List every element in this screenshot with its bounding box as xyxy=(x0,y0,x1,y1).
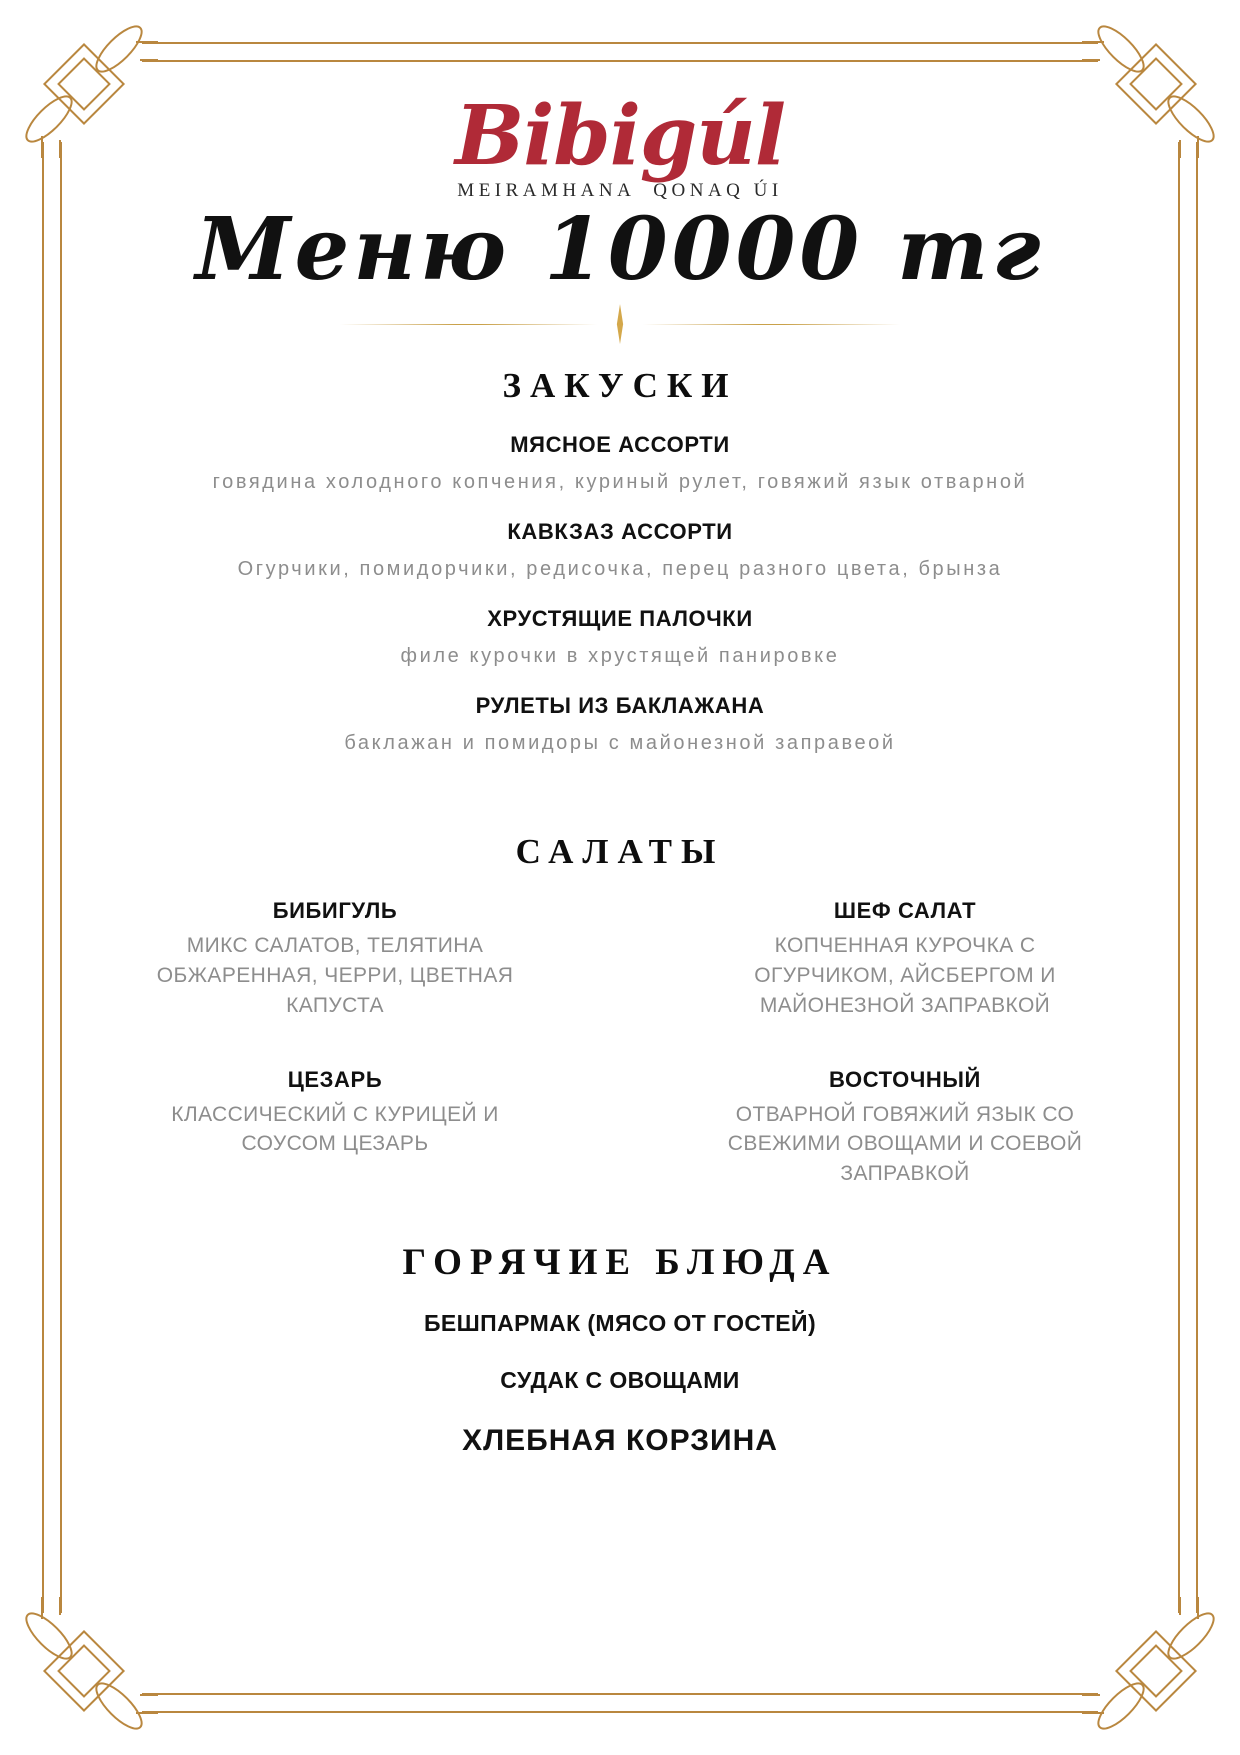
salads-grid xyxy=(90,898,1150,1189)
logo-subtitle-right: QONAQ ÚI xyxy=(653,180,783,202)
menu-item xyxy=(90,519,1150,584)
menu-item-description: говядина холодного копчения, куриный рулет, говяжий язык отварной xyxy=(212,471,1028,494)
spacer xyxy=(90,780,1150,832)
menu-item-description: баклажан и помидоры с майонезной заправеой xyxy=(344,732,896,755)
menu-item xyxy=(90,1067,580,1189)
menu-item-name: ВОСТОЧНЫЙ xyxy=(829,1066,981,1092)
logo-wordmark: Bibigúl xyxy=(454,88,786,184)
menu-item-name: ХЛЕБНАЯ КОРЗИНА xyxy=(462,1423,778,1457)
menu-item xyxy=(90,432,1150,497)
menu-item-name: ЦЕЗАРЬ xyxy=(287,1066,383,1092)
menu-item-name: БИБИГУЛЬ xyxy=(272,898,398,924)
corner-mask-bottom-left xyxy=(20,1613,142,1735)
menu-item-name: БЕШПАРМАК (МЯСО ОТ ГОСТЕЙ) xyxy=(424,1309,816,1336)
menu-item xyxy=(660,1067,1150,1189)
menu-item-description: КОПЧЕННАЯ КУРОЧКА С ОГУРЧИКОМ, АЙСБЕРГОМ И МАЙОНЕЗНОЙ ЗАПРАВКОЙ xyxy=(754,934,1056,1017)
menu-item-name: КАВКЗАЗ АССОРТИ xyxy=(507,519,733,545)
section-heading-salads: САЛАТЫ xyxy=(515,832,725,872)
section-heading-hot-dishes: ГОРЯЧИЕ БЛЮДА xyxy=(402,1241,838,1283)
logo-subtitle-left: MEIRAMHANA xyxy=(457,180,636,202)
divider-rule-right xyxy=(643,324,900,325)
menu-item xyxy=(90,898,580,1020)
corner-mask-bottom-right xyxy=(1098,1613,1220,1735)
menu-item-description: Огурчики, помидорчики, редисочка, перец разного цвета, брынза xyxy=(237,558,1003,581)
hot-dishes-list xyxy=(90,1310,1150,1458)
star-icon xyxy=(607,304,633,344)
menu-item xyxy=(660,898,1150,1020)
menu-item-description: КЛАССИЧЕСКИЙ С КУРИЦЕЙ И СОУСОМ ЦЕЗАРЬ xyxy=(171,1102,499,1156)
menu-item-name: ХРУСТЯЩИЕ ПАЛОЧКИ xyxy=(487,606,753,632)
section-heading-appetizers: ЗАКУСКИ xyxy=(502,366,738,406)
corner-ornament-bottom-left xyxy=(18,1597,158,1737)
menu-content xyxy=(90,88,1150,1458)
menu-item-name: ШЕФ САЛАТ xyxy=(833,898,977,924)
menu-item-name: СУДАК С ОВОЩАМИ xyxy=(500,1366,740,1393)
menu-item xyxy=(90,606,1150,671)
corner-ornament-bottom-right xyxy=(1082,1597,1222,1737)
spacer xyxy=(90,1189,1150,1241)
menu-item-name: РУЛЕТЫ ИЗ БАКЛАЖАНА xyxy=(475,693,765,719)
menu-item xyxy=(90,693,1150,758)
menu-item-description: МИКС САЛАТОВ, ТЕЛЯТИНА ОБЖАРЕННАЯ, ЧЕРРИ, ЦВЕТНАЯ КАПУСТА xyxy=(156,934,514,1017)
page-title: Меню 10000 тг xyxy=(195,199,1045,301)
appetizers-list xyxy=(90,432,1150,758)
star-divider xyxy=(340,304,900,344)
menu-item-name: МЯСНОЕ АССОРТИ xyxy=(510,432,730,458)
menu-item-description: филе курочки в хрустящей панировке xyxy=(400,645,840,668)
restaurant-logo xyxy=(90,88,1150,202)
divider-rule-left xyxy=(340,324,597,325)
menu-item-description: ОТВАРНОЙ ГОВЯЖИЙ ЯЗЫК СО СВЕЖИМИ ОВОЩАМИ И СОЕВОЙ ЗАПРАВКОЙ xyxy=(727,1102,1083,1186)
